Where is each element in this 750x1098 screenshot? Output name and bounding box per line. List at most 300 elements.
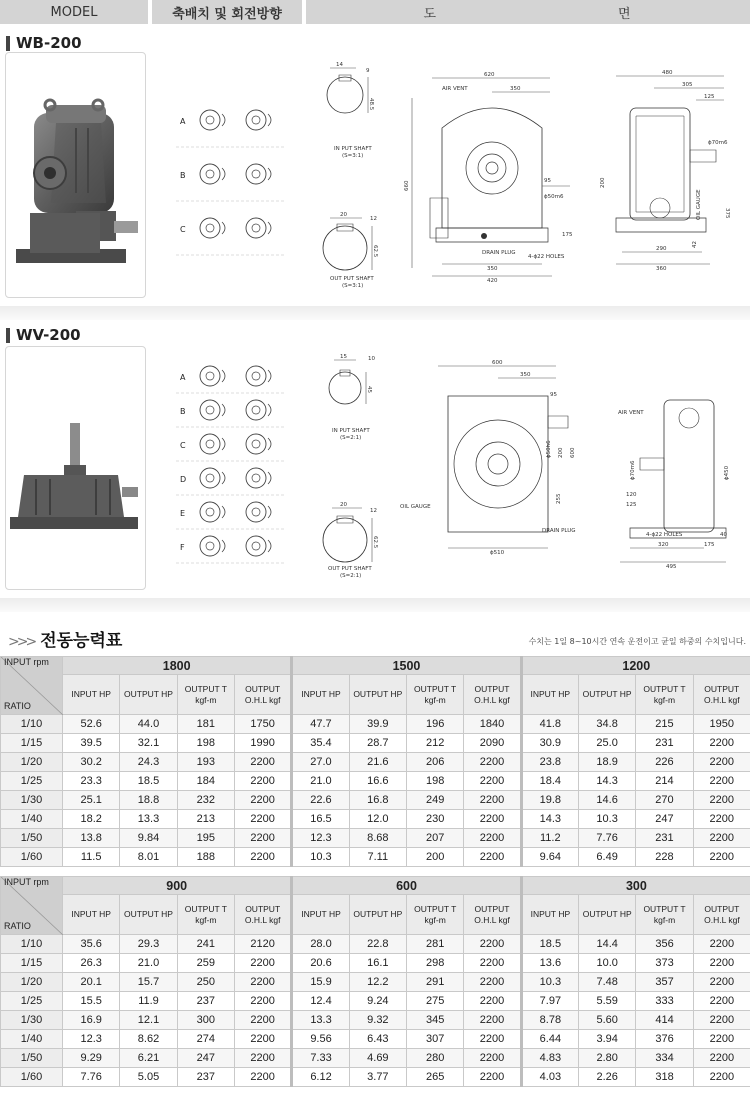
arrangement-shaft-b-0: [206, 406, 214, 414]
table-cell: 5.59: [579, 992, 636, 1011]
table-cell: 22.8: [349, 935, 406, 954]
rotation-arrow-icon: [222, 472, 225, 484]
arrangement-gear-d-0: [200, 468, 220, 488]
arrangement-gear-c-0: [200, 434, 220, 454]
table-cell: 2200: [234, 791, 291, 810]
table-cell: 12.2: [349, 973, 406, 992]
svg-text:290: 290: [656, 246, 667, 252]
table-cell: 2200: [464, 1049, 521, 1068]
table-cell: 2200: [693, 753, 750, 772]
rotation-arrow-icon: [268, 404, 271, 416]
arrangement-label-f: F: [180, 543, 185, 552]
wb-in-dim: 48.5: [368, 98, 374, 111]
arrangement-gear-a-0: [200, 110, 220, 130]
table-cell: 214: [636, 772, 693, 791]
arrangement-gear-a-1: [246, 110, 266, 130]
table-cell: 196: [406, 715, 463, 734]
table-cell: 39.9: [349, 715, 406, 734]
table-row: [1, 810, 750, 829]
rotation-arrow-icon: [222, 438, 225, 450]
table-cell: 2200: [693, 734, 750, 753]
table-cell: 10.3: [521, 973, 578, 992]
input-rpm-label: INPUT rpm: [4, 877, 49, 887]
arrangement-gear-b-0: [200, 400, 220, 420]
table-cell: 198: [406, 772, 463, 791]
table-cell: 247: [636, 810, 693, 829]
table-row: [1, 1068, 750, 1087]
ratio-cell: 1/40: [1, 810, 63, 829]
table-cell: 298: [407, 954, 464, 973]
svg-text:120: 120: [626, 492, 637, 498]
table-cell: 10.0: [579, 954, 636, 973]
arrangement-shaft-a-0: [206, 372, 214, 380]
table-cell: 8.62: [120, 1030, 177, 1049]
table-cell: 7.97: [521, 992, 578, 1011]
arrangement-gear-b-1: [246, 400, 266, 420]
svg-text:40: 40: [720, 532, 727, 538]
arrangement-gear-c-1: [246, 218, 266, 238]
table-cell: 2200: [234, 829, 291, 848]
table-cell: 20.6: [292, 954, 349, 973]
table-row: [1, 848, 750, 867]
rotation-arrow-icon: [222, 370, 225, 382]
table-cell: 29.3: [120, 935, 177, 954]
rotation-arrow-icon: [268, 222, 271, 234]
rotation-arrow-icon: [268, 438, 271, 450]
table-cell: 1840: [464, 715, 521, 734]
table-cell: 7.48: [579, 973, 636, 992]
svg-text:200: 200: [558, 447, 564, 458]
table-cell: 16.6: [349, 772, 406, 791]
table-cell: 12.1: [120, 1011, 177, 1030]
svg-text:320: 320: [658, 542, 669, 548]
table-cell: 3.94: [579, 1030, 636, 1049]
rotation-arrow-icon: [222, 506, 225, 518]
table-cell: 2200: [234, 848, 291, 867]
table-cell: 4.83: [521, 1049, 578, 1068]
table-cell: 13.6: [521, 954, 578, 973]
table-cell: 2200: [464, 973, 521, 992]
svg-text:255: 255: [556, 493, 562, 504]
table-cell: 300: [177, 1011, 234, 1030]
svg-text:45: 45: [366, 386, 372, 393]
svg-text:95: 95: [550, 392, 557, 398]
svg-text:AIR VENT: AIR VENT: [442, 86, 468, 92]
table-row: [1, 954, 750, 973]
wb-out-dim: 62.5: [372, 245, 378, 258]
table-row: [1, 1049, 750, 1068]
capacity-table-1: [0, 656, 750, 867]
corner-cell: [1, 657, 63, 715]
section-wb200: [0, 24, 750, 314]
capacity-table-2: [0, 876, 750, 1087]
table-cell: 16.1: [349, 954, 406, 973]
table-cell: 259: [177, 954, 234, 973]
arrangement-gear-a-0: [200, 366, 220, 386]
column-head-cell: OUTPUT O.H.L kgf: [693, 675, 750, 715]
table-cell: 4.03: [521, 1068, 578, 1087]
arrangement-shaft-a-0: [206, 116, 214, 124]
table-cell: 226: [636, 753, 693, 772]
rpm-header-cell: 1800: [63, 657, 292, 675]
front-view-wb200: [402, 68, 584, 288]
table-row: [1, 791, 750, 810]
table-cell: 28.7: [349, 734, 406, 753]
svg-text:(S=2:1): (S=2:1): [340, 573, 362, 579]
arrangement-gear-b-1: [246, 164, 266, 184]
header-bar: [0, 0, 750, 24]
svg-text:420: 420: [487, 278, 498, 284]
section-divider-2: [0, 598, 750, 612]
table-cell: 52.6: [63, 715, 120, 734]
svg-text:175: 175: [704, 542, 715, 548]
table-cell: 2200: [693, 992, 750, 1011]
table-cell: 307: [407, 1030, 464, 1049]
ratio-cell: 1/10: [1, 715, 63, 734]
table-cell: 2200: [693, 829, 750, 848]
svg-text:OIL GAUGE: OIL GAUGE: [696, 189, 702, 220]
svg-text:4-ϕ22 HOLES: 4-ϕ22 HOLES: [646, 532, 683, 538]
table-cell: 247: [177, 1049, 234, 1068]
table-cell: 249: [406, 791, 463, 810]
column-head-cell: INPUT HP: [63, 675, 120, 715]
table-cell: 2200: [693, 791, 750, 810]
table-cell: 1990: [234, 734, 291, 753]
rotation-arrow-icon: [268, 168, 271, 180]
arrangement-gear-f-1: [246, 536, 266, 556]
table-cell: 13.3: [120, 810, 177, 829]
table-cell: 275: [407, 992, 464, 1011]
table-cell: 2200: [464, 791, 521, 810]
gearbox-wb-image: [6, 53, 147, 299]
column-head-cell: OUTPUT T kgf-m: [636, 895, 693, 935]
arrangement-gear-f-0: [200, 536, 220, 556]
rpm-header-cell: 300: [521, 877, 750, 895]
arrangement-label-d: D: [180, 475, 187, 484]
table-cell: 250: [177, 973, 234, 992]
ratio-cell: 1/25: [1, 772, 63, 791]
table-cell: 8.01: [120, 848, 177, 867]
table-cell: 181: [177, 715, 234, 734]
table-cell: 16.5: [292, 810, 349, 829]
table-cell: 16.8: [349, 791, 406, 810]
table-cell: 12.3: [63, 1030, 120, 1049]
rpm-header-cell: 1500: [292, 657, 521, 675]
table-cell: 11.2: [521, 829, 578, 848]
svg-text:ϕ50h6: ϕ50h6: [546, 440, 552, 458]
table-cell: 207: [406, 829, 463, 848]
table-row: [1, 1011, 750, 1030]
column-head-cell: OUTPUT HP: [349, 895, 406, 935]
svg-text:(S=2:1): (S=2:1): [340, 435, 362, 441]
table-cell: 13.3: [292, 1011, 349, 1030]
table-cell: 198: [177, 734, 234, 753]
column-head-cell: OUTPUT HP: [349, 675, 406, 715]
table-row: [1, 973, 750, 992]
table-cell: 28.0: [292, 935, 349, 954]
table-cell: 25.0: [578, 734, 635, 753]
column-head-cell: OUTPUT T kgf-m: [407, 895, 464, 935]
ratio-cell: 1/60: [1, 1068, 63, 1087]
table-cell: 2.26: [579, 1068, 636, 1087]
column-head-cell: OUTPUT O.H.L kgf: [693, 895, 750, 935]
arrangement-shaft-e-1: [252, 508, 260, 516]
arrangement-shaft-f-0: [206, 542, 214, 550]
svg-text:175: 175: [562, 232, 573, 238]
table-cell: 30.2: [63, 753, 120, 772]
table-cell: 2200: [234, 753, 291, 772]
arrangement-gear-e-1: [246, 502, 266, 522]
table-cell: 8.68: [349, 829, 406, 848]
header-model: MODEL: [0, 0, 148, 24]
arrangement-label-b: B: [180, 171, 186, 180]
table-cell: 2200: [464, 810, 521, 829]
table-cell: 2200: [464, 992, 521, 1011]
svg-text:OUT PUT SHAFT: OUT PUT SHAFT: [328, 566, 372, 572]
shaft-drawing-wv200: [320, 352, 390, 582]
table-cell: 32.1: [120, 734, 177, 753]
table-cell: 265: [407, 1068, 464, 1087]
wb-in-label: IN PUT SHAFT: [334, 146, 372, 152]
column-head-cell: OUTPUT HP: [120, 895, 177, 935]
rpm-header-cell: 600: [292, 877, 521, 895]
table-cell: 8.78: [521, 1011, 578, 1030]
rotation-arrow-icon: [268, 114, 271, 126]
table-cell: 18.5: [120, 772, 177, 791]
table-cell: 2200: [464, 935, 521, 954]
arrangement-diagram-wb200: [176, 94, 286, 264]
arrangement-label-b: B: [180, 407, 186, 416]
rotation-arrow-icon: [268, 506, 271, 518]
ratio-cell: 1/20: [1, 973, 63, 992]
table-cell: 2200: [693, 848, 750, 867]
rotation-arrow-icon: [222, 114, 225, 126]
column-head-cell: INPUT HP: [63, 895, 120, 935]
wb-in-keyd: 9: [366, 68, 370, 74]
table-cell: 232: [177, 791, 234, 810]
table-cell: 200: [406, 848, 463, 867]
table-row: [1, 935, 750, 954]
table-cell: 19.8: [521, 791, 578, 810]
table-cell: 184: [177, 772, 234, 791]
table-cell: 357: [636, 973, 693, 992]
table-cell: 15.9: [292, 973, 349, 992]
svg-text:ϕ70m6: ϕ70m6: [708, 140, 728, 146]
table-cell: 26.3: [63, 954, 120, 973]
table-cell: 2090: [464, 734, 521, 753]
rpm-row: [1, 657, 750, 675]
table-cell: 21.0: [120, 954, 177, 973]
table-cell: 274: [177, 1030, 234, 1049]
column-head-cell: OUTPUT O.H.L kgf: [464, 675, 521, 715]
table-cell: 13.8: [63, 829, 120, 848]
ratio-cell: 1/20: [1, 753, 63, 772]
table-cell: 41.8: [521, 715, 578, 734]
header-drawing-a: 도: [423, 6, 438, 22]
svg-text:350: 350: [510, 86, 521, 92]
corner-cell: [1, 877, 63, 935]
column-head-row: [1, 675, 750, 715]
shaft-drawing-wb200: [320, 60, 390, 290]
table-cell: 12.4: [292, 992, 349, 1011]
table-cell: 2200: [693, 810, 750, 829]
table-cell: 9.56: [292, 1030, 349, 1049]
ratio-cell: 1/60: [1, 848, 63, 867]
arrangement-gear-a-1: [246, 366, 266, 386]
table-cell: 2200: [693, 935, 750, 954]
table-cell: 7.76: [63, 1068, 120, 1087]
table-cell: 30.9: [521, 734, 578, 753]
arrangement-label-a: A: [180, 117, 186, 126]
table-cell: 15.7: [120, 973, 177, 992]
table-cell: 9.84: [120, 829, 177, 848]
table-cell: 2200: [464, 753, 521, 772]
gearbox-wv-image: [6, 347, 147, 591]
table-cell: 35.4: [292, 734, 349, 753]
table-cell: 16.9: [63, 1011, 120, 1030]
arrangement-shaft-f-1: [252, 542, 260, 550]
arrangement-shaft-d-0: [206, 474, 214, 482]
svg-text:4-ϕ22 HOLES: 4-ϕ22 HOLES: [528, 254, 565, 260]
product-photo-wb200: [5, 52, 146, 298]
column-head-cell: OUTPUT O.H.L kgf: [234, 895, 291, 935]
table-cell: 241: [177, 935, 234, 954]
table-cell: 6.49: [578, 848, 635, 867]
table-cell: 9.64: [521, 848, 578, 867]
svg-text:IN PUT SHAFT: IN PUT SHAFT: [332, 428, 370, 434]
table-cell: 2200: [693, 772, 750, 791]
table-cell: 18.8: [120, 791, 177, 810]
svg-text:AIR VENT: AIR VENT: [618, 410, 644, 416]
ratio-cell: 1/50: [1, 1049, 63, 1068]
table-cell: 11.5: [63, 848, 120, 867]
rpm-header-cell: 900: [63, 877, 292, 895]
table-cell: 12.3: [292, 829, 349, 848]
table-cell: 11.9: [120, 992, 177, 1011]
table-cell: 334: [636, 1049, 693, 1068]
svg-text:12: 12: [370, 508, 377, 514]
table-cell: 12.0: [349, 810, 406, 829]
svg-text:305: 305: [682, 82, 693, 88]
column-head-cell: INPUT HP: [292, 675, 349, 715]
arrangement-shaft-c-0: [206, 224, 214, 232]
arrangement-diagram-wv200: [176, 358, 286, 578]
arrangement-shaft-c-1: [252, 224, 260, 232]
svg-text:600: 600: [492, 360, 503, 366]
table-cell: 2200: [464, 1030, 521, 1049]
ratio-cell: 1/50: [1, 829, 63, 848]
table-cell: 212: [406, 734, 463, 753]
svg-text:10: 10: [368, 356, 375, 362]
arrangement-label-c: C: [180, 441, 186, 450]
table-cell: 2200: [234, 973, 291, 992]
table-cell: 9.24: [349, 992, 406, 1011]
svg-text:620: 620: [484, 72, 495, 78]
capacity-note: 수치는 1일 8~10시간 연속 운전이고 균일 하중의 수치입니다.: [528, 637, 746, 646]
table-cell: 6.12: [292, 1068, 349, 1087]
capacity-header: [0, 622, 750, 652]
table-cell: 2200: [464, 1011, 521, 1030]
rotation-arrow-icon: [222, 168, 225, 180]
table-cell: 237: [177, 1068, 234, 1087]
table-cell: 5.05: [120, 1068, 177, 1087]
table-cell: 2200: [234, 1068, 291, 1087]
table-cell: 7.33: [292, 1049, 349, 1068]
svg-text:ϕ510: ϕ510: [490, 550, 505, 556]
arrangement-gear-c-0: [200, 218, 220, 238]
column-head-cell: OUTPUT HP: [579, 895, 636, 935]
table-cell: 213: [177, 810, 234, 829]
column-head-cell: INPUT HP: [521, 895, 578, 935]
arrangement-shaft-b-1: [252, 170, 260, 178]
table-cell: 18.4: [521, 772, 578, 791]
table-cell: 1750: [234, 715, 291, 734]
rotation-arrow-icon: [222, 540, 225, 552]
ratio-cell: 1/30: [1, 1011, 63, 1030]
ratio-cell: 1/40: [1, 1030, 63, 1049]
table-cell: 333: [636, 992, 693, 1011]
arrangement-label-c: C: [180, 225, 186, 234]
table-cell: 215: [636, 715, 693, 734]
table-cell: 231: [636, 829, 693, 848]
table-cell: 21.6: [349, 753, 406, 772]
wb-out-label: OUT PUT SHAFT: [330, 276, 374, 282]
table-cell: 2200: [234, 772, 291, 791]
table-cell: 34.8: [578, 715, 635, 734]
ratio-cell: 1/15: [1, 954, 63, 973]
column-head-cell: OUTPUT O.H.L kgf: [464, 895, 521, 935]
table-cell: 318: [636, 1068, 693, 1087]
table-cell: 39.5: [63, 734, 120, 753]
column-head-cell: OUTPUT T kgf-m: [177, 675, 234, 715]
table-cell: 6.44: [521, 1030, 578, 1049]
header-arrangement: 축배치 및 회전방향: [152, 0, 302, 24]
product-photo-wv200: [5, 346, 146, 590]
table-cell: 7.76: [578, 829, 635, 848]
rotation-arrow-icon: [222, 404, 225, 416]
svg-text:375: 375: [724, 208, 730, 219]
column-head-cell: OUTPUT HP: [578, 675, 635, 715]
table-cell: 270: [636, 791, 693, 810]
table-cell: 3.77: [349, 1068, 406, 1087]
table-cell: 5.60: [579, 1011, 636, 1030]
table-cell: 18.2: [63, 810, 120, 829]
rpm-row: [1, 877, 750, 895]
table-row: [1, 829, 750, 848]
ratio-label: RATIO: [4, 921, 31, 931]
svg-text:350: 350: [487, 266, 498, 272]
arrangement-gear-c-1: [246, 434, 266, 454]
svg-text:480: 480: [662, 70, 673, 76]
arrangement-shaft-c-0: [206, 440, 214, 448]
table-cell: 281: [407, 935, 464, 954]
table-cell: 2200: [693, 1011, 750, 1030]
table-cell: 2200: [234, 992, 291, 1011]
table-cell: 230: [406, 810, 463, 829]
table-cell: 15.5: [63, 992, 120, 1011]
wb-out-keyw: 20: [340, 212, 347, 218]
svg-text:ϕ50m6: ϕ50m6: [544, 194, 564, 200]
svg-text:DRAIN PLUG: DRAIN PLUG: [542, 528, 576, 534]
rpm-header-cell: 1200: [521, 657, 750, 675]
section-title-wv200: WV-200: [6, 326, 81, 344]
table-cell: 193: [177, 753, 234, 772]
svg-text:95: 95: [544, 178, 551, 184]
table-cell: 10.3: [292, 848, 349, 867]
svg-text:42: 42: [692, 241, 698, 248]
table-cell: 2200: [234, 1049, 291, 1068]
ratio-cell: 1/30: [1, 791, 63, 810]
